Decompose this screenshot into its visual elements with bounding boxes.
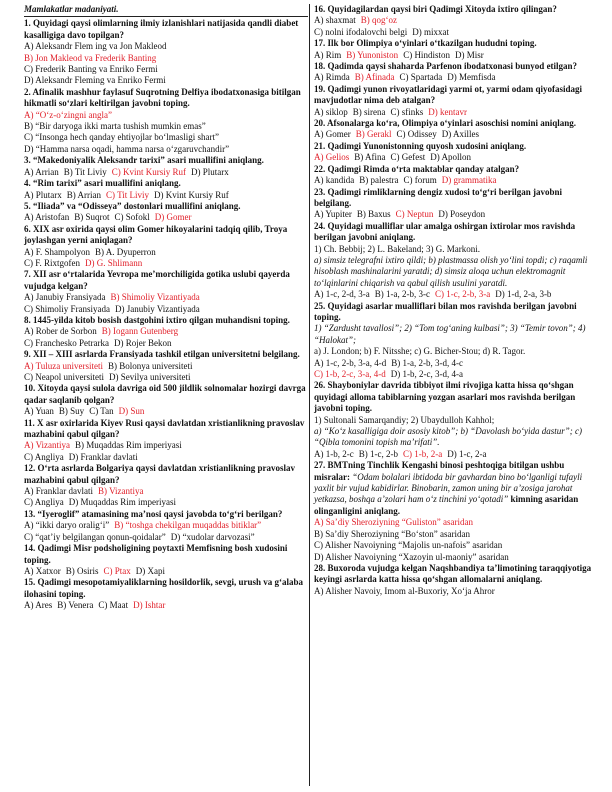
- answer-option-correct: D) kentavr: [428, 106, 467, 117]
- answer-option-correct: D) Gomer: [154, 212, 192, 223]
- question-text: 20. Afsonalarga ko‘ra, Olimpiya o‘yinlari asoschisi nomini aniqlang.: [314, 118, 577, 129]
- answer-option: A) Franklar davlati: [24, 486, 93, 497]
- answer-option: C) Angliya: [24, 451, 64, 462]
- answer-line: [314, 586, 598, 597]
- answer-option: D) Plutarx: [191, 166, 229, 177]
- answer-option: D) Franklar davlati: [68, 451, 138, 462]
- answer-option-correct: B) Jon Makleod va Frederik Banting: [24, 52, 157, 63]
- answer-option: A) Arrian: [24, 166, 59, 177]
- answer-option: C) forum: [403, 175, 437, 186]
- answer-option: C) Alisher Navoiyning “Majolis un-nafois” asaridan: [314, 540, 503, 551]
- answer-line: [314, 244, 598, 255]
- answer-line: [314, 152, 598, 163]
- answer-option: D) “Hamma narsa oqadi, hamma narsa o‘zgaruvchandir”: [24, 143, 230, 154]
- answer-option: B) 1-a, 2-b, 3-d, 4-c: [391, 357, 463, 368]
- answer-option-correct: B) Vizantiya: [97, 486, 144, 497]
- answer-option-correct: C) 1-b, 2-a: [403, 448, 443, 459]
- answer-option-correct: D) Ishtar: [133, 600, 166, 611]
- question-text: 1. Quyidagi qaysi olimlarning ilmiy izlanishlari natijasida qandli diabet kasalligiga davo topilgan?: [24, 18, 299, 40]
- answer-option: B) Osiris: [65, 565, 99, 576]
- answer-option: C) sfinks: [390, 106, 424, 117]
- answer-line: [314, 552, 598, 563]
- left-column: [24, 4, 308, 612]
- answer-line: [24, 338, 308, 349]
- italic-passage: 1) “Zardusht tavallosi”; 2) “Tom tog‘aning kulbasi”; 3) “Temir tovon”; 4) “Halokat”;: [314, 323, 586, 345]
- answer-option: A) Xatxor: [24, 565, 61, 576]
- answer-line: [24, 167, 308, 178]
- answer-option: D) Apollon: [430, 152, 472, 163]
- answer-option: A) F. Shampolyon: [24, 246, 91, 257]
- answer-line: [24, 247, 308, 258]
- answer-option: C) F. Rixtgofen: [24, 257, 81, 268]
- answer-line: [24, 600, 308, 611]
- question-text: 18. Qadimda qaysi shaharda Parfenon ibodatxonasi bunyod etilgan?: [314, 61, 578, 72]
- answer-option-correct: D) Sun: [118, 406, 145, 417]
- answer-line: [314, 209, 598, 220]
- answer-option: C) Spartada: [399, 72, 443, 83]
- answer-line: [24, 440, 308, 451]
- answer-line: [314, 346, 598, 357]
- answer-option-correct: C) 1-c, 2-b, 3-a: [434, 289, 491, 300]
- answer-option: D) 1-d, 2-a, 3-b: [495, 289, 552, 300]
- answer-option: C) “Insonga hech qanday ehtiyojlar bo‘lmasligi shart”: [24, 132, 219, 143]
- answer-option: A) Aleksandr Flem ing va Jon Makleod: [24, 41, 167, 52]
- answer-line: [24, 121, 308, 132]
- question-text: 6. XIX asr oxirida qaysi olim Gomer hikoyalarini tadqiq qilib, Troya joylashgan yerni aniqlagan?: [24, 223, 288, 246]
- column-divider: [309, 4, 310, 786]
- question-text: 15. Qadimgi mesopotamiyaliklarning hosildorlik, sevgi, urush va g‘alaba ilohasini toping.: [24, 577, 304, 599]
- answer-line: [314, 415, 598, 426]
- quoted-passage: “Odam bolalari ibtidoda bir gavhardan bino bo‘lganligi tufayli yaxlit bir vujud kabidirlar. Binobarin, zamon uning bir a’zosiga jarohat yetkazsa, boshqa a’zolari ham o‘z tinchini yo‘qotadi”: [314, 471, 583, 505]
- answer-option-correct: B) Shimoliy Vizantiyada: [110, 292, 200, 303]
- answer-option: A) Rimda: [314, 72, 350, 83]
- answer-option-correct: A) Sa’diy Sheroziyning “Guliston” asaridan: [314, 517, 473, 528]
- answer-line: [314, 529, 598, 540]
- answer-option: D) Sevilya universiteti: [108, 372, 191, 382]
- question-text: 5. “Iliada” va “Odisseya” dostonlari muallifini aniqlang.: [24, 200, 241, 211]
- question-text: 8. 1445-yilda kitob bosish dastgohini ixtiro qilgan muhandisni toping.: [24, 314, 290, 325]
- answer-option-correct: C) Neptun: [395, 209, 434, 220]
- answer-option-correct: C) Ptax: [103, 565, 131, 576]
- question-text: 7. XII asr o‘rtalarida Yevropa me’morchiligida gotika uslubi qayerda vujudga kelgan?: [24, 269, 290, 291]
- answer-option: B) Muqaddas Rim imperiyasi: [75, 440, 182, 451]
- question-text: 24. Quyidagi mualliflar ular amalga oshirgan ixtirolar mos ravishda berilgan javobni aniqlang.: [314, 220, 576, 243]
- answer-option: A) Aristofan: [24, 212, 70, 223]
- question-text: 11. X asr oxirlarida Kiyev Rusi qaysi davlatdan xristianlikning pravoslav mazhabini qabul qilgan?: [24, 417, 305, 440]
- answer-option: C) nolni ifodalovchi belgi: [314, 26, 408, 37]
- question-text: 10. Xitoyda qaysi sulola davriga oid 500 jildlik solnomalar hozirgi davrga qadar saqlanib qolgan?: [24, 383, 306, 405]
- answer-option: D) Kvint Kursiy Ruf: [154, 189, 229, 200]
- answer-option: A) 1-c, 2-b, 3-a, 4-d: [314, 357, 387, 368]
- question-text: 19. Qadimgi yunon rivoyatlaridagi yarmi ot, yarmi odam qiyofasidagi mavjudotlar nima deb atalgan?: [314, 83, 583, 106]
- answer-option: A) 1-c, 2-d, 3-a: [314, 289, 370, 300]
- answer-line: [24, 486, 308, 497]
- answer-option-correct: B) Yunoniston: [346, 49, 399, 60]
- answer-option: D) “xudolar darvozasi”: [170, 531, 255, 542]
- answer-option: D) Axilles: [441, 129, 479, 140]
- answer-line: [24, 132, 308, 143]
- answer-line: [314, 449, 598, 460]
- answer-line: [24, 110, 308, 121]
- question-text: 4. “Rim tarixi” asari muallifini aniqlang.: [24, 178, 181, 189]
- answer-option: B) sirena: [352, 106, 386, 117]
- answer-option-correct: A) Tuluza universiteti: [24, 360, 103, 371]
- answer-line: [24, 64, 308, 75]
- answer-option: B) 1-a, 2-b, 3-c: [374, 289, 430, 300]
- answer-option: A) Alisher Navoiy, Imom al-Buxoriy, Xo‘ja Ahror: [314, 585, 495, 596]
- answer-line: [24, 212, 308, 223]
- answer-option: B) palestra: [359, 175, 399, 186]
- answer-line: [314, 369, 598, 380]
- answer-line: [24, 190, 308, 201]
- answer-option: D) 1-c, 2-a: [447, 448, 487, 459]
- question-text: 14. Qadimgi Misr podsholigining poytaxti Memfisning bosh xudosini toping.: [24, 543, 288, 565]
- answer-line: [314, 289, 598, 300]
- right-column: [314, 4, 598, 597]
- answer-option: C) Franchesko Petrarka: [24, 337, 109, 348]
- answer-option: A) Rober de Sorbon: [24, 326, 97, 337]
- answer-line: [24, 497, 308, 508]
- answer-option-correct: C) Tit Liviy: [106, 189, 150, 200]
- answer-line: [314, 50, 598, 61]
- answer-option-correct: A) Vizantiya: [24, 440, 71, 451]
- answer-line: [314, 517, 598, 528]
- question-text: 2. Afinalik mashhur faylasuf Suqrotning Delfiya ibodatxonasiga bitilgan hikmatli so‘zlari keltirilgan javobni toping.: [24, 86, 301, 109]
- answer-line: [24, 326, 308, 337]
- answer-option: B) Arrian: [66, 189, 101, 200]
- question-text: 16. Quyidagilardan qaysi biri Qadimgi Xitoyda ixtiro qilingan?: [314, 4, 557, 14]
- answer-option-correct: B) Gerakl: [355, 129, 392, 140]
- answer-option: D) Misr: [454, 49, 484, 60]
- answer-option: C) Angliya: [24, 497, 64, 508]
- answer-line: [314, 15, 598, 26]
- answer-option: 1) Sultonali Samarqandiy; 2) Ubaydulloh Kahhol;: [314, 414, 495, 425]
- answer-option: B) Sa’diy Sheroziyning “Bo‘ston” asaridan: [314, 528, 470, 539]
- question-text: 28. Buxoroda vujudga kelgan Naqshbandiya ta’limotining taraqqiyotiga keyingi asrlarda katta hissa qo‘shgan allomalarni aniqlang.: [314, 562, 592, 585]
- question-text: 13. “Iyeroglif” atamasining ma’nosi qaysi javobda to‘g‘ri berilgan?: [24, 508, 283, 519]
- answer-option: B) 1-c, 2-b: [358, 448, 398, 459]
- answer-option: A) Rim: [314, 49, 342, 60]
- question-text: [314, 460, 598, 517]
- question-text: 9. XII – XIII asrlarda Fransiyada tashkil etilgan universitetni belgilang.: [24, 349, 300, 360]
- question-text: 25. Quyidagi asarlar mualliflari bilan mos ravishda berilgan javobni toping.: [314, 300, 577, 322]
- answer-option: D) Muqaddas Rim imperiyasi: [68, 497, 176, 508]
- answer-line: [24, 75, 308, 86]
- answer-option: C) Odissey: [396, 129, 437, 140]
- page-header: Mamlakatlar madaniyati.: [24, 4, 308, 17]
- answer-option-correct: B) “toshga chekilgan muqaddas bitiklar”: [114, 520, 262, 531]
- answer-option-correct: A) Gelios: [314, 152, 350, 163]
- question-text: 26. Shayboniylar davrida tibbiyot ilmi rivojiga katta hissa qo‘shgan quyidagi alloma tabiblarning yozgan asarlari mos ravishda berilgan javobni toping.: [314, 380, 576, 414]
- answer-option: A) 1-b, 2-c: [314, 448, 354, 459]
- answer-line: [314, 358, 598, 369]
- answer-option: A) Yuan: [24, 406, 54, 417]
- answer-line: [24, 361, 308, 372]
- answer-option: B) Suqrot: [74, 212, 110, 223]
- answer-option: B) Tit Liviy: [63, 166, 107, 177]
- answer-option: B) Bolonya universiteti: [108, 360, 193, 371]
- answer-option: D) Aleksandr Fleming va Enriko Fermi: [24, 75, 166, 86]
- answer-line: [24, 406, 308, 417]
- answer-option: B) Suy: [58, 406, 85, 417]
- question-text: 23. Qadimgi rimliklarning dengiz xudosi to‘g‘ri berilgan javobni belgilang.: [314, 186, 563, 208]
- question-text: 12. O‘rta asrlarda Bolgariya qaysi davlatdan xristianlikning pravoslav mazhabini qabul qilgan?: [24, 463, 296, 485]
- answer-option: D) Rojer Bekon: [113, 337, 172, 348]
- answer-line: [24, 520, 308, 531]
- answer-option: A) kandida: [314, 175, 355, 186]
- question-tail: kimning asaridan olinganligini aniqlang.: [314, 494, 579, 516]
- answer-option: A) Janubiy Fransiyada: [24, 292, 106, 303]
- answer-option: D) Memfisda: [447, 72, 496, 83]
- answer-line: [314, 540, 598, 551]
- answer-option: D) Janubiy Vizantiyada: [115, 303, 200, 314]
- answer-option: B) Baxus: [356, 209, 391, 220]
- answer-option-correct: C) Kvint Kursiy Ruf: [111, 166, 187, 177]
- answer-option: A) “ikki daryo oralig‘i”: [24, 520, 110, 531]
- answer-option: C) Gefest: [390, 152, 426, 163]
- answer-line: [24, 452, 308, 463]
- answer-option: A) Ares: [24, 600, 53, 611]
- answer-option: A) Yupiter: [314, 209, 352, 220]
- answer-option-correct: A) “O‘z-o‘zingni angla”: [24, 109, 112, 120]
- answer-line: [24, 41, 308, 52]
- answer-line: [24, 292, 308, 303]
- answer-option: C) Hindiston: [403, 49, 450, 60]
- answer-line: [24, 566, 308, 577]
- answer-line: [24, 53, 308, 64]
- answer-option-correct: D) G. Shlimann: [85, 257, 143, 268]
- answer-option: 1) Ch. Bebbij; 2) L. Bakeland; 3) G. Markoni.: [314, 243, 480, 254]
- answer-option: A) Gomer: [314, 129, 351, 140]
- answer-line: [24, 304, 308, 315]
- answer-line: [24, 532, 308, 543]
- answer-option: B) “Bir daryoga ikki marta tushish mumkin emas”: [24, 121, 206, 132]
- italic-passage: a) “Ko‘z kasalligiga doir asosiy kitob”; b) “Davolash bo‘yida dastur”; c) “Qibla tomonini topish ma’rifati”.: [314, 426, 582, 448]
- answer-option: D) 1-b, 2-c, 3-d, 4-a: [390, 369, 463, 379]
- answer-option: A) shaxmat: [314, 15, 356, 26]
- answer-option: a) J. London; b) F. Nitsshe; c) G. Bicher-Stou; d) R. Tagor.: [314, 346, 526, 357]
- answer-option: A) Plutarx: [24, 189, 62, 200]
- answer-line: [24, 258, 308, 269]
- answer-option-correct: D) grammatika: [441, 175, 497, 186]
- answer-option: A) siklop: [314, 106, 348, 117]
- answer-option: B) Venera: [57, 600, 94, 611]
- answer-option: C) Neapol universiteti: [24, 372, 104, 382]
- italic-passage: a) simsiz telegrafni ixtiro qildi; b) plastmassa olish yo‘lini topdi; c) raqamli hisoblash mashinalarini yaratdi; d) simsiz aloqa uchun elektromagnit to‘lqinlarini chiqarish va qabul qilish usulini yaratdi.: [314, 254, 588, 288]
- answer-option: D) mixxat: [412, 26, 449, 37]
- question-lead: 27. BMTning Tinchlik Kengashi binosi peshtoqiga bitilgan ushbu misralar:: [314, 460, 565, 482]
- answer-option: D) Alisher Navoiyning “Xazoyin ul-maoniy” asaridan: [314, 551, 509, 562]
- question-text: 17. Ilk bor Olimpiya o‘yinlari o‘tkazilgan hududni toping.: [314, 38, 537, 49]
- answer-option: B) Afina: [354, 152, 386, 163]
- answer-line: [314, 129, 598, 140]
- answer-option: C) Tan: [89, 406, 114, 417]
- answer-option: C) Shimoliy Fransiyada: [24, 303, 110, 314]
- answer-option-correct: C) 1-b, 2-c, 3-a, 4-d: [314, 369, 386, 379]
- answer-option: B) A. Dyuperron: [95, 246, 156, 257]
- answer-option: C) “qat’iy belgilangan qonun-qoidalar”: [24, 531, 166, 542]
- answer-option: D) Poseydon: [438, 209, 486, 220]
- answer-option-correct: B) Afinada: [354, 72, 395, 83]
- answer-line: [314, 27, 598, 38]
- answer-line: [24, 372, 308, 383]
- question-text: 22. Qadimgi Rimda o‘rta maktablar qanday atalgan?: [314, 163, 520, 174]
- answer-option: C) Maat: [98, 600, 129, 611]
- answer-option-correct: B) qog‘oz: [360, 15, 397, 26]
- answer-line: [314, 72, 598, 83]
- answer-line: [314, 107, 598, 118]
- question-text: 21. Qadimgi Yunonistonning quyosh xudosini aniqlang.: [314, 140, 527, 151]
- answer-line: [24, 144, 308, 155]
- answer-option: C) Frederik Banting va Enriko Fermi: [24, 64, 158, 75]
- question-text: 3. “Makedoniyalik Aleksandr tarixi” asari muallifini aniqlang.: [24, 155, 264, 166]
- answer-line: [314, 175, 598, 186]
- answer-option: C) Sofokl: [114, 212, 150, 223]
- answer-option: D) Xapi: [135, 565, 166, 576]
- answer-option-correct: B) Iogann Gutenberg: [101, 326, 179, 337]
